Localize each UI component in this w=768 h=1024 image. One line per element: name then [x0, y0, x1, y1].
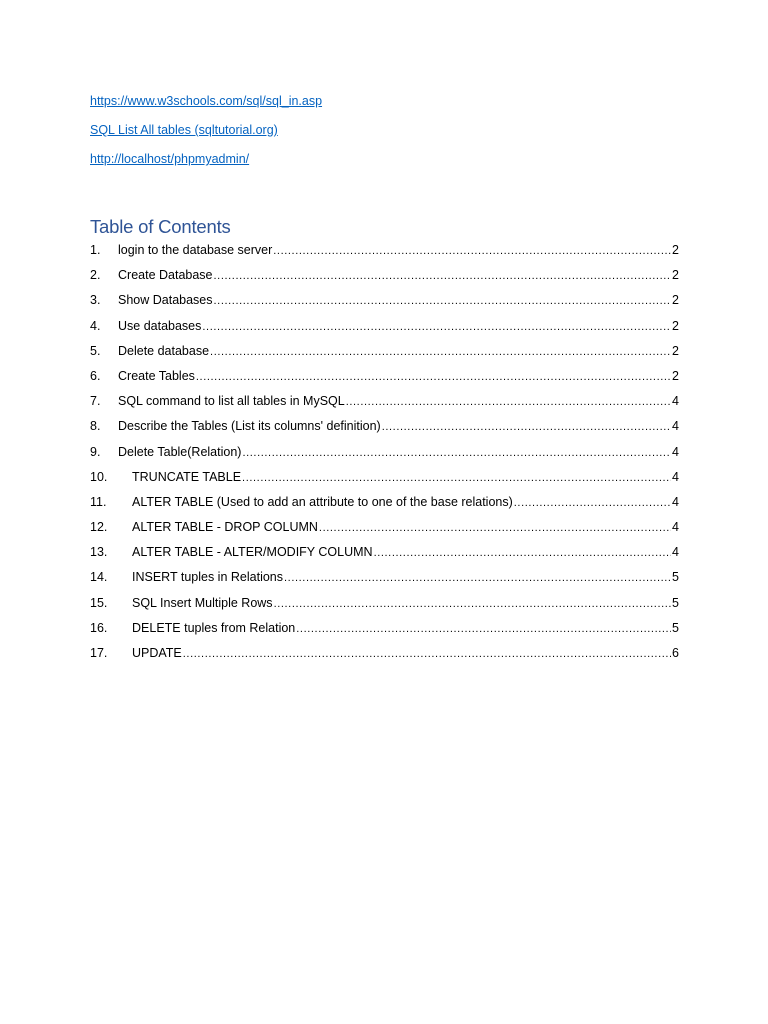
- toc-dot-leader: [284, 569, 671, 587]
- toc-dot-leader: [183, 645, 671, 663]
- toc-entry[interactable]: [90, 443, 679, 468]
- toc-entry-page: 2: [672, 343, 679, 358]
- toc-dot-leader: [242, 469, 671, 487]
- toc-entry-title: login to the database server: [118, 243, 273, 257]
- toc-dot-leader: [274, 595, 671, 613]
- toc-entry[interactable]: [90, 568, 679, 593]
- toc-entry-title: ALTER TABLE (Used to add an attribute to one of the base relations): [132, 494, 513, 509]
- toc-heading: Table of Contents: [90, 216, 231, 237]
- toc-entry-number: 11.: [90, 494, 107, 509]
- toc-entry-title: Create Database: [118, 268, 213, 283]
- toc-entry-number: 12.: [90, 520, 108, 535]
- toc-entry[interactable]: [90, 317, 679, 342]
- toc-dot-leader: [214, 267, 671, 285]
- toc-entry-number: 15.: [90, 595, 108, 610]
- toc-entry-page: 4: [672, 545, 679, 560]
- toc-dot-leader: [296, 620, 671, 638]
- toc-dot-leader: [210, 343, 671, 361]
- toc-dot-leader: [514, 494, 671, 512]
- toc-entry-number: 6.: [90, 368, 101, 383]
- toc-entry-page: 2: [672, 368, 679, 383]
- toc-entry-title: UPDATE: [132, 646, 182, 660]
- toc-entry-number: 4.: [90, 318, 101, 333]
- toc-entry-title: DELETE tuples from Relation: [132, 620, 296, 635]
- toc-entry[interactable]: [90, 291, 679, 316]
- toc-entry-page: 4: [672, 444, 679, 459]
- toc-entry-title: Show Databases: [118, 293, 213, 308]
- toc-entry-page: 4: [672, 394, 679, 409]
- toc-entry-title: Use databases: [118, 318, 202, 333]
- toc-dot-leader: [214, 292, 671, 310]
- toc-entry[interactable]: [90, 392, 679, 417]
- toc-entry-title: Delete Table(Relation): [118, 444, 242, 459]
- toc-entry-title: SQL Insert Multiple Rows: [132, 595, 273, 610]
- toc-dot-leader: [196, 368, 671, 386]
- toc-entry-page: 4: [672, 494, 679, 509]
- toc-entry-page: 5: [672, 595, 679, 610]
- link-w3schools[interactable]: https://www.w3schools.com/sql/sql_in.asp: [90, 94, 323, 108]
- toc-entry[interactable]: [90, 594, 679, 619]
- toc-entry-number: 3.: [90, 293, 101, 308]
- toc-entry-title: SQL command to list all tables in MySQL: [118, 394, 345, 409]
- toc-entry-title: INSERT tuples in Relations: [132, 570, 284, 585]
- toc-entry-page: 4: [672, 520, 679, 535]
- toc-dot-leader: [273, 242, 671, 260]
- toc-dot-leader: [374, 544, 671, 562]
- toc-entry[interactable]: [90, 619, 679, 644]
- toc-entry[interactable]: [90, 493, 679, 518]
- table-of-contents: [90, 241, 679, 669]
- toc-entry-title: Create Tables: [118, 368, 195, 383]
- reference-links: [90, 92, 678, 179]
- toc-entry-page: 2: [672, 243, 679, 257]
- toc-entry[interactable]: [90, 543, 679, 568]
- toc-entry[interactable]: [90, 342, 679, 367]
- toc-entry[interactable]: [90, 417, 679, 442]
- toc-entry[interactable]: [90, 468, 679, 493]
- toc-entry-page: 4: [672, 469, 679, 484]
- toc-dot-leader: [242, 444, 671, 462]
- toc-entry-page: 2: [672, 293, 679, 308]
- toc-entry-page: 2: [672, 318, 679, 333]
- toc-entry-number: 9.: [90, 444, 101, 459]
- toc-entry-number: 13.: [90, 545, 108, 560]
- toc-entry-number: 10.: [90, 469, 108, 484]
- toc-entry-title: ALTER TABLE - ALTER/MODIFY COLUMN: [132, 545, 373, 560]
- toc-entry[interactable]: [90, 644, 679, 669]
- toc-entry-page: 4: [672, 419, 679, 434]
- toc-entry-page: 5: [672, 620, 679, 635]
- toc-entry[interactable]: [90, 367, 679, 392]
- toc-entry[interactable]: [90, 241, 679, 266]
- toc-dot-leader: [202, 318, 671, 336]
- toc-entry-number: 16.: [90, 620, 108, 635]
- toc-entry-number: 2.: [90, 268, 101, 283]
- toc-entry-number: 14.: [90, 570, 108, 585]
- toc-entry-page: 6: [672, 646, 679, 660]
- link-sqltutorial[interactable]: SQL List All tables (sqltutorial.org): [90, 123, 278, 137]
- toc-entry-number: 5.: [90, 343, 101, 358]
- toc-entry-number: 17.: [90, 646, 108, 660]
- toc-entry-number: 8.: [90, 419, 101, 434]
- toc-dot-leader: [346, 393, 671, 411]
- toc-dot-leader: [382, 418, 671, 436]
- toc-entry-title: TRUNCATE TABLE: [132, 469, 242, 484]
- toc-entry-page: 2: [672, 268, 679, 283]
- toc-entry-number: 1.: [90, 243, 101, 257]
- link-phpmyadmin[interactable]: http://localhost/phpmyadmin/: [90, 152, 250, 166]
- toc-entry[interactable]: [90, 266, 679, 291]
- toc-entry-title: Describe the Tables (List its columns' definition): [118, 419, 381, 434]
- toc-entry-title: Delete database: [118, 343, 210, 358]
- toc-entry[interactable]: [90, 518, 679, 543]
- toc-dot-leader: [319, 519, 671, 537]
- toc-entry-number: 7.: [90, 394, 101, 409]
- toc-entry-page: 5: [672, 570, 679, 585]
- toc-entry-title: ALTER TABLE - DROP COLUMN: [132, 520, 318, 535]
